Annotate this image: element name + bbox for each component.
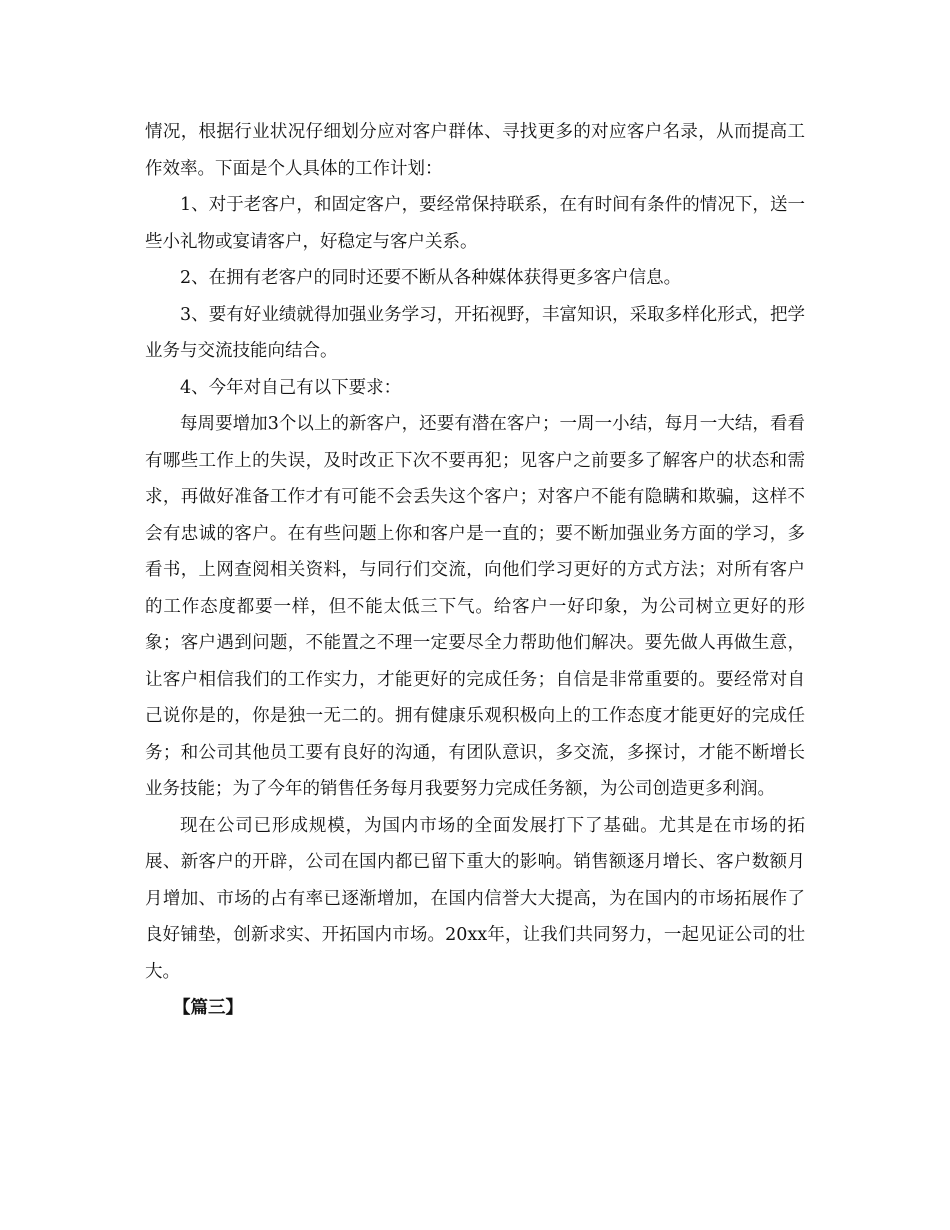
paragraph-plan-item-1: 1、对于老客户，和固定客户，要经常保持联系，在有时间有条件的情况下，送一些小礼物或宴请客户，好稳定与客户关系。 — [145, 195, 805, 252]
paragraph-plan-item-4: 4、今年对自己有以下要求： — [180, 377, 402, 398]
section-heading: 【篇三】 — [173, 998, 243, 1018]
paragraph-requirements: 每周要增加3个以上的新客户，还要有潜在客户；一周一小结，每月一大结，看看有哪些工作上的失误，及时改正下次不要再犯；见客户之前要多了解客户的状态和需求，再做好准备工作才有可能不会丢失这个客户；对客户不能有隐瞒和欺骗，这样不会有忠诚的客户。在有些问题上你和客户是一直的；要不断加强业务方面的学习，多看书，上网查阅相关资料，与同行们交流，向他们学习更好的方式方法；对所有客户的工作态度都要一样，但不能太低三下气。给客户一好印象，为公司树立更好的形象；客户遇到问题，不能置之不理一定要尽全力帮助他们解决。要先做人再做生意，让客户相信我们的工作实力，才能更好的完成任务；自信是非常重要的。要经常对自己说你是的，你是独一无二的。拥有健康乐观积极向上的工作态度才能更好的完成任务；和公司其他员工要有良好的沟通，有团队意识，多交流，多探讨，才能不断增长业务技能；为了今年的销售任务每月我要努力完成任务额，为公司创造更多利润。 — [145, 414, 805, 799]
paragraph-intro-continuation: 情况，根据行业状况仔细划分应对客户群体、寻找更多的对应客户名录，从而提高工作效率。下面是个人具体的工作计划： — [145, 122, 805, 179]
document-body — [145, 114, 805, 1027]
paragraph-plan-item-2: 2、在拥有老客户的同时还要不断从各种媒体获得更多客户信息。 — [180, 268, 682, 288]
paragraph-company-outlook: 现在公司已形成规模，为国内市场的全面发展打下了基础。尤其是在市场的拓展、新客户的开辟，公司在国内都已留下重大的影响。销售额逐月增长、客户数额月月增加、市场的占有率已逐渐增加，在国内信誉大大提高，为在国内的市场拓展作了良好铺垫，创新求实、开拓国内市场。20xx年，让我们共同努力，一起见证公司的壮大。 — [145, 815, 805, 982]
paragraph-plan-item-3: 3、要有好业绩就得加强业务学习，开拓视野，丰富知识，采取多样化形式，把学业务与交流技能向结合。 — [145, 304, 805, 361]
